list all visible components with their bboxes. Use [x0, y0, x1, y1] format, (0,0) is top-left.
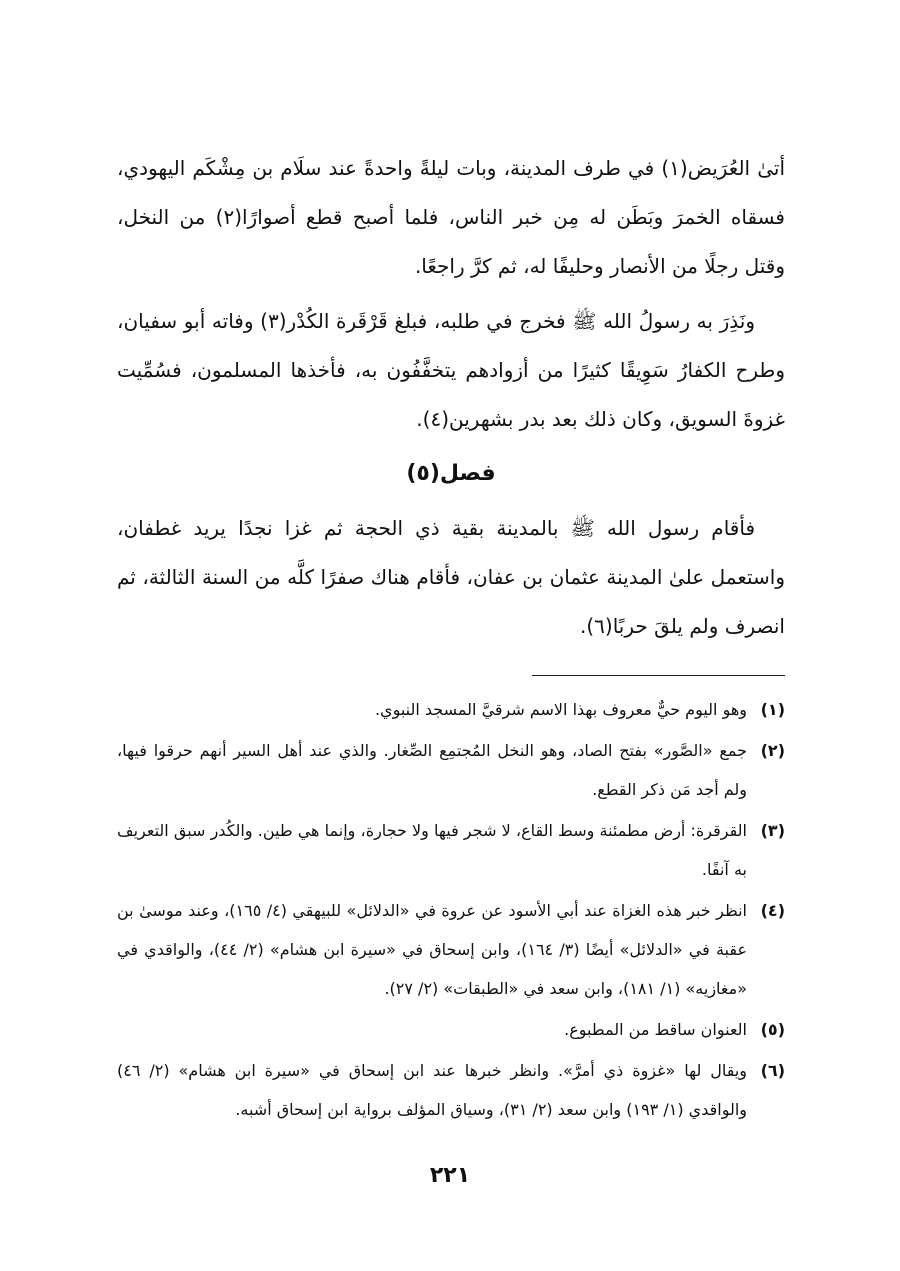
footnotes [117, 690, 785, 1131]
footnote-item [117, 1010, 785, 1049]
main-text [117, 144, 785, 651]
footnote-number: (٢) [760, 741, 785, 760]
footnote-text: انظر خبر هذه الغزاة عند أبي الأسود عن عروة في «الدلائل» للبيهقي (٤/ ١٦٥)، وعند موسىٰ بن عقبة في «الدلائل» أيضًا (٣/ ١٦٤)، وابن إسحاق في «سيرة ابن هشام» (٢/ ٤٤)، والواقدي في «مغازيه» (١/ ١٨١)، وابن سعد في «الطبقات» (٢/ ٢٧). [117, 901, 748, 998]
footnote-number: (٦) [760, 1061, 785, 1080]
footnote-item [117, 690, 785, 729]
footnote-item [117, 731, 785, 809]
footnote-number: (٤) [760, 901, 785, 920]
footnote-item [117, 1051, 785, 1129]
footnote-text: ويقال لها «غزوة ذي أمرَّ». وانظر خبرها عند ابن إسحاق في «سيرة ابن هشام» (٢/ ٤٦) والواقدي (١/ ١٩٣) وابن سعد (٢/ ٣١)، وسياق المؤلف برواية ابن إسحاق أشبه. [117, 1061, 748, 1119]
paragraph-1: أتىٰ العُرَيض(١) في طرف المدينة، وبات ليلةً واحدةً عند سلَام بن مِشْكَم اليهودي، فسقاه الخمرَ وبَطَن له مِن خبر الناس، فلما أصبح قطع أصوارًا(٢) من النخل، وقتل رجلًا من الأنصار وحليفًا له، ثم كرَّ راجعًا. [117, 156, 786, 278]
footnote-number: (١) [760, 700, 785, 719]
footnote-divider [532, 675, 785, 676]
footnote-text: القرقرة: أرض مطمئنة وسط القاع، لا شجر فيها ولا حجارة، وإنما هي طين. والكُدر سبق التعريف به آنفًا. [117, 821, 747, 879]
footnote-text: جمع «الصَّور» بفتح الصاد، وهو النخل المُجتمِع الصِّغار. والذي عند أهل السير أنهم حرقوا فيها، ولم أجد مَن ذكر القطع. [117, 741, 747, 799]
page-number: ٢٢١ [429, 1163, 471, 1188]
paragraph-2: ونَذِرَ به رسولُ الله ﷺ فخرج في طلبه، فبلغ قَرْقَرة الكُدْر(٣) وفاته أبو سفيان، وطرح الكفارُ سَوِيقًا كثيرًا من أزوادهم يتخفَّفُون به، فأخذها المسلمون، فسُمِّيت غزوةَ السويق، وكان ذلك بعد بدر بشهرين(٤). [117, 309, 785, 431]
footnote-item [117, 811, 785, 889]
footnote-number: (٣) [760, 821, 785, 840]
paragraph-3: فأقام رسول الله ﷺ بالمدينة بقية ذي الحجة ثم غزا نجدًا يريد غطفان، واستعمل علىٰ المدينة عثمان بن عفان، فأقام هناك صفرًا كلَّه من السنة الثالثة، ثم انصرف ولم يلقَ حربًا(٦). [117, 516, 785, 638]
footnote-text: العنوان ساقط من المطبوع. [564, 1020, 747, 1039]
section-heading: فصل(٥) [406, 461, 496, 486]
footnote-number: (٥) [760, 1020, 785, 1039]
footnote-item [117, 891, 785, 1008]
footnote-text: وهو اليوم حيٌّ معروف بهذا الاسم شرقيَّ المسجد النبوي. [374, 700, 747, 719]
